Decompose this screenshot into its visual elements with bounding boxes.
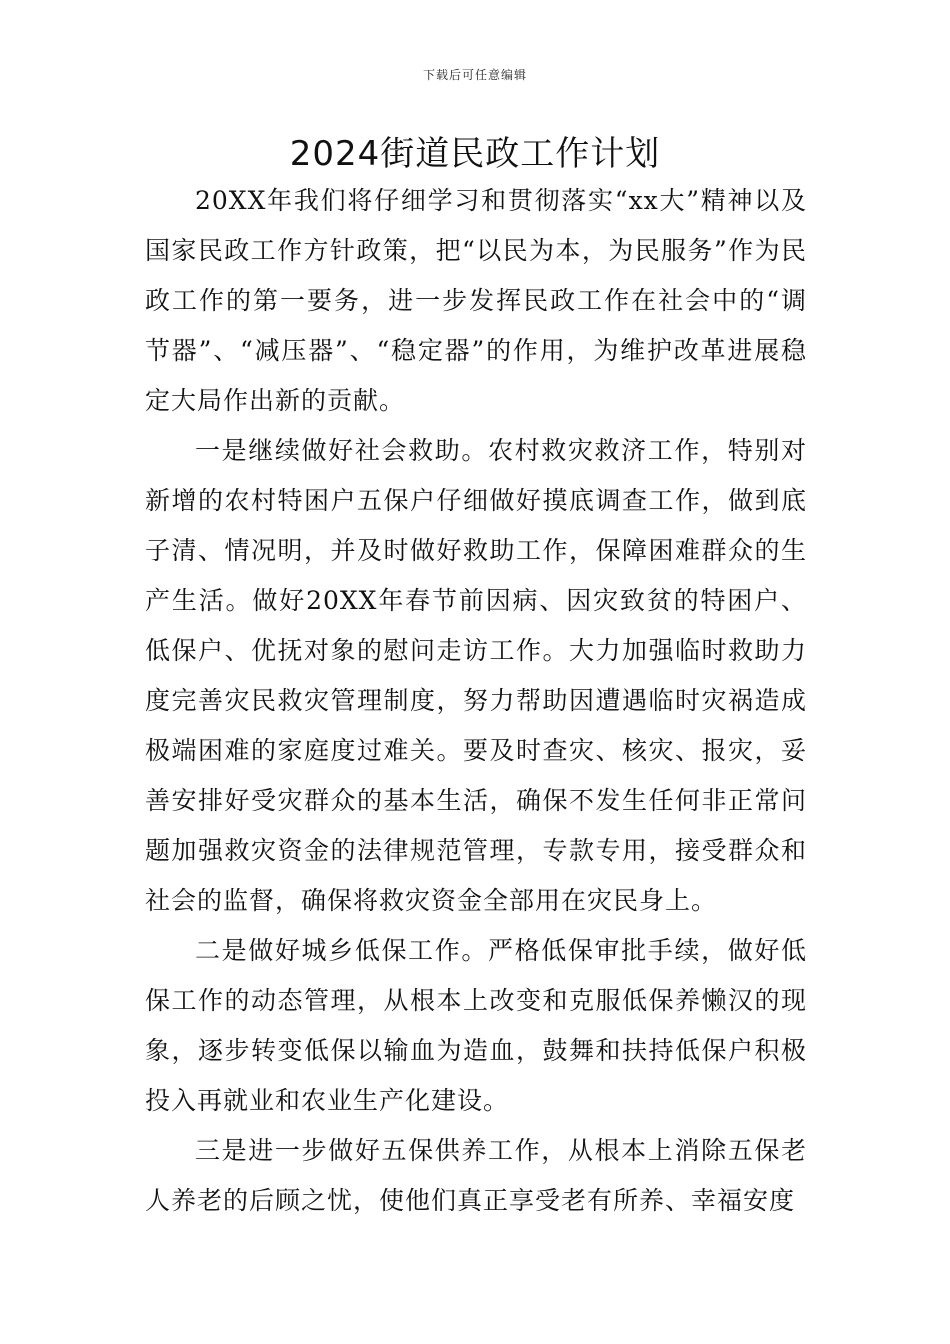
paragraph-intro: 20XX年我们将仔细学习和贯彻落实“xx大”精神以及国家民政工作方针政策，把“以民为本，为民服务”作为民政工作的第一要务，进一步发挥民政工作在社会中的“调节器”、“减压器”、“稳定器”的作用，为维护改革进展稳定大局作出新的贡献。: [145, 186, 807, 415]
paragraph-five-guarantees: 三是进一步做好五保供养工作，从根本上消除五保老人养老的后顾之忧，使他们真正享受老有所养、幸福安度: [145, 1136, 807, 1215]
document-title: 2024街道民政工作计划: [289, 134, 661, 174]
paragraph-social-assistance: 一是继续做好社会救助。农村救灾救济工作，特别对新增的农村特困户五保户仔细做好摸底调查工作，做到底子清、情况明，并及时做好救助工作，保障困难群众的生产生活。做好20XX年春节前因病、因灾致贫的特困户、低保户、优抚对象的慰问走访工作。大力加强临时救助力度完善灾民救灾管理制度，努力帮助因遭遇临时灾祸造成极端困难的家庭度过难关。要及时查灾、核灾、报灾，妥善安排好受灾群众的基本生活，确保不发生任何非正常问题加强救灾资金的法律规范管理，专款专用，接受群众和社会的监督，确保将救灾资金全部用在灾民身上。: [145, 436, 807, 915]
document-body: [145, 176, 807, 1226]
header-note: 下载后可任意编辑: [422, 68, 527, 82]
paragraph-minimum-security: 二是做好城乡低保工作。严格低保审批手续，做好低保工作的动态管理，从根本上改变和克服低保养懒汉的现象，逐步转变低保以输血为造血，鼓舞和扶持低保户积极投入再就业和农业生产化建设。: [145, 936, 807, 1115]
